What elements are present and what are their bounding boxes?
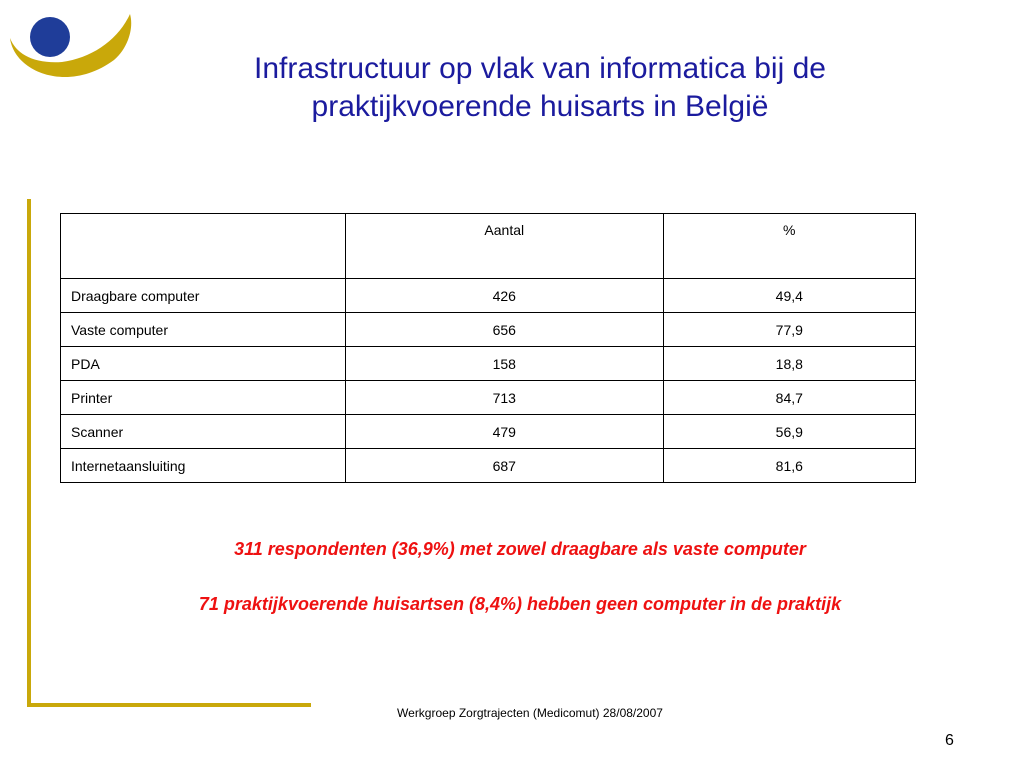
logo-icon — [6, 10, 134, 90]
row-aantal: 426 — [346, 279, 664, 313]
row-label: Printer — [61, 381, 346, 415]
page-title: Infrastructuur op vlak van informatica bij de praktijkvoerende huisarts in België — [254, 52, 826, 123]
row-label: Draagbare computer — [61, 279, 346, 313]
table-row — [61, 381, 916, 415]
footer-text: Werkgroep Zorgtrajecten (Medicomut) 28/08/2007 — [397, 706, 663, 720]
row-percent: 56,9 — [663, 415, 915, 449]
row-percent: 81,6 — [663, 449, 915, 483]
row-aantal: 479 — [346, 415, 664, 449]
row-percent: 77,9 — [663, 313, 915, 347]
frame-vertical-line — [27, 199, 31, 707]
row-aantal: 713 — [346, 381, 664, 415]
note-no-computer: 71 praktijkvoerende huisartsen (8,4%) hebben geen computer in de praktijk — [198, 594, 842, 614]
row-label: Scanner — [61, 415, 346, 449]
row-percent: 18,8 — [663, 347, 915, 381]
header-aantal: Aantal — [346, 214, 664, 279]
row-label: PDA — [61, 347, 346, 381]
table-row — [61, 415, 916, 449]
table-row — [61, 347, 916, 381]
data-table — [60, 213, 916, 483]
frame-horizontal-line — [27, 703, 311, 707]
header-percent: % — [663, 214, 915, 279]
table-row — [61, 279, 916, 313]
row-aantal: 656 — [346, 313, 664, 347]
note-respondents: 311 respondenten (36,9%) met zowel draagbare als vaste computer — [234, 539, 806, 559]
page-number: 6 — [945, 732, 954, 749]
table-row — [61, 449, 916, 483]
row-label: Vaste computer — [61, 313, 346, 347]
row-percent: 49,4 — [663, 279, 915, 313]
table-header-row — [61, 214, 916, 279]
table-row — [61, 313, 916, 347]
row-aantal: 687 — [346, 449, 664, 483]
row-percent: 84,7 — [663, 381, 915, 415]
row-label: Internetaansluiting — [61, 449, 346, 483]
row-aantal: 158 — [346, 347, 664, 381]
header-blank — [61, 214, 346, 279]
